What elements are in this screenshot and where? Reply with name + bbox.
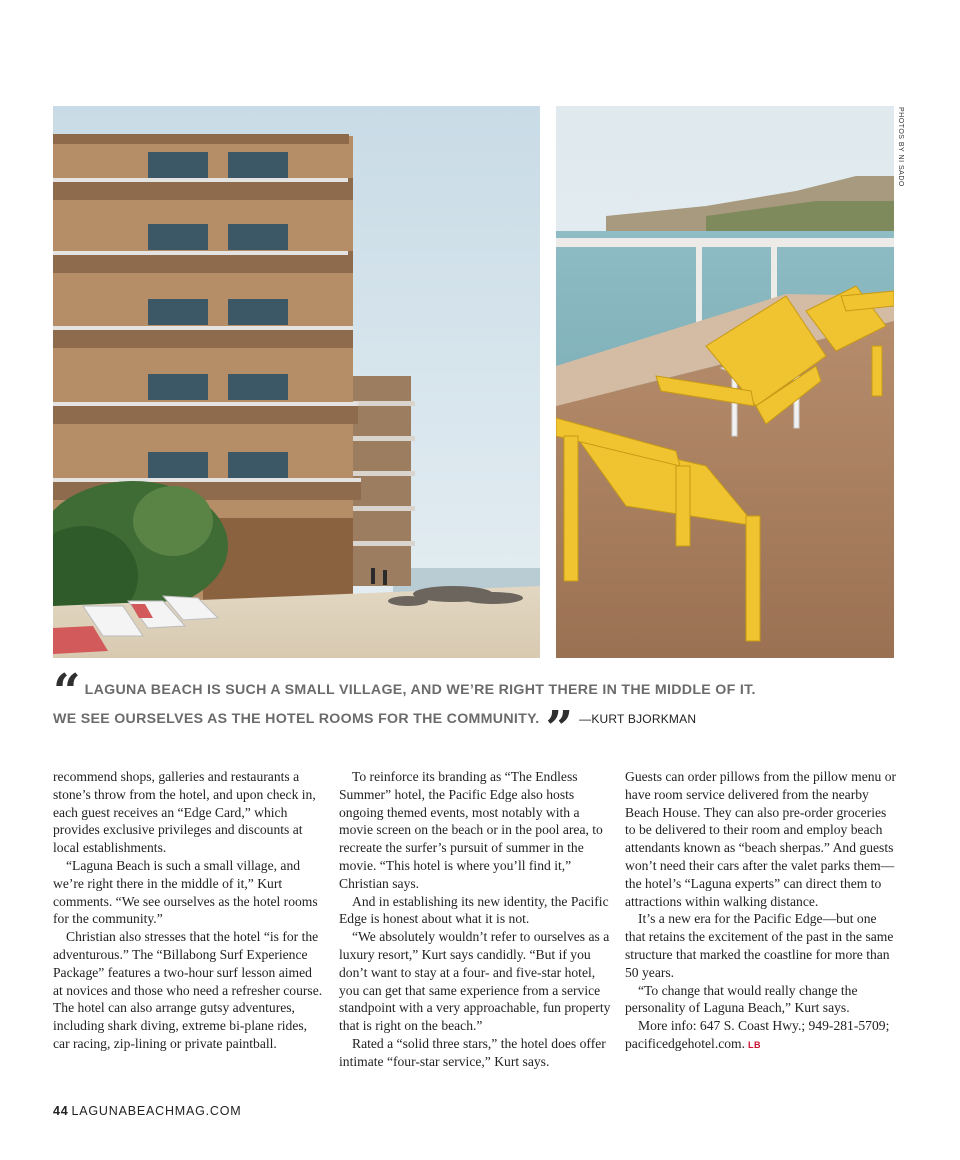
hotel-exterior-photo [53,106,540,658]
paragraph: “We absolutely wouldn’t refer to ourselves as a luxury resort,” Kurt says candidly. “But if you don’t want to stay at a four- and five-star hotel, you can get that same experience from a service standpoint with a very approachable, fun property that is right on the beach.” [339,929,611,1034]
paragraph: To reinforce its branding as “The Endless Summer” hotel, the Pacific Edge also hosts ongoing themed events, most notably with a movie screen on the beach or in the pool area, to recreate the surfer’s pursuit of summer in the movie. “This hotel is where you’ll find it,” Christian says. [339,769,603,891]
end-mark: LB [748,1039,762,1050]
page-number: 44 [53,1104,69,1118]
paragraph: More info: 647 S. Coast Hwy.; 949-281-5709; pacificedgehotel.com. LB [625,1018,890,1051]
close-quote-mark: ” [545,701,568,757]
site-url: LAGUNABEACHMAG.COM [71,1104,242,1118]
paragraph: recommend shops, galleries and restaurants a stone’s throw from the hotel, and upon check in, each guest receives an “Edge Card,” which provides exclusive privileges and discounts at local establishments. [53,769,316,856]
paragraph: And in establishing its new identity, the Pacific Edge is honest about what it is not. [339,893,609,927]
paragraph: Christian also stresses that the hotel “is for the adventurous.” The “Billabong Surf Experience Package” features a two-hour surf lesson aimed at novices and those who need a refresher course. The hotel can also arrange gutsy adventures, including shark diving, extreme bi-plane rides, car racing, zip-lining or private paintball. [53,929,323,1051]
quote-attribution: —KURT BJORKMAN [579,712,697,726]
pull-quote-line-2: WE SEE OURSELVES AS THE HOTEL ROOMS FOR THE COMMUNITY. ” —KURT BJORKMAN [53,701,697,757]
paragraph: “Laguna Beach is such a small village, and we’re right there in the middle of it,” Kurt comments. “We see ourselves as the hotel rooms for the community.” [53,857,318,927]
pull-quote-line-1: “ LAGUNA BEACH IS SUCH A SMALL VILLAGE, AND WE’RE RIGHT THERE IN THE MIDDLE OF IT. [53,664,756,720]
article-column-3 [625,768,897,1055]
article-column-1 [53,768,325,1053]
paragraph: Guests can order pillows from the pillow menu or have room service delivered from the nearby Beach House. They can also pre-order groceries to be delivered to their room and employ beach attendants known as “beach sherpas.” And guests won’t need their cars after the valet parks them—the hotel’s “Laguna experts” can direct them to attractions within walking distance. [625,769,897,909]
photo-credit: PHOTOS BY NI SADO [897,107,904,187]
paragraph: It’s a new era for the Pacific Edge—but one that retains the excitement of the past in the same structure that marked the coastline for more than 50 years. [625,911,894,980]
pull-quote [53,664,913,757]
open-quote-mark: “ [53,664,75,720]
article-column-2 [339,768,611,1071]
paragraph: “To change that would really change the personality of Laguna Beach,” Kurt says. [625,982,858,1016]
paragraph: Rated a “solid three stars,” the hotel does offer intimate “four-star service,” Kurt says. [339,1035,606,1069]
page-footer [53,1104,242,1118]
balcony-chairs-photo [556,106,894,658]
